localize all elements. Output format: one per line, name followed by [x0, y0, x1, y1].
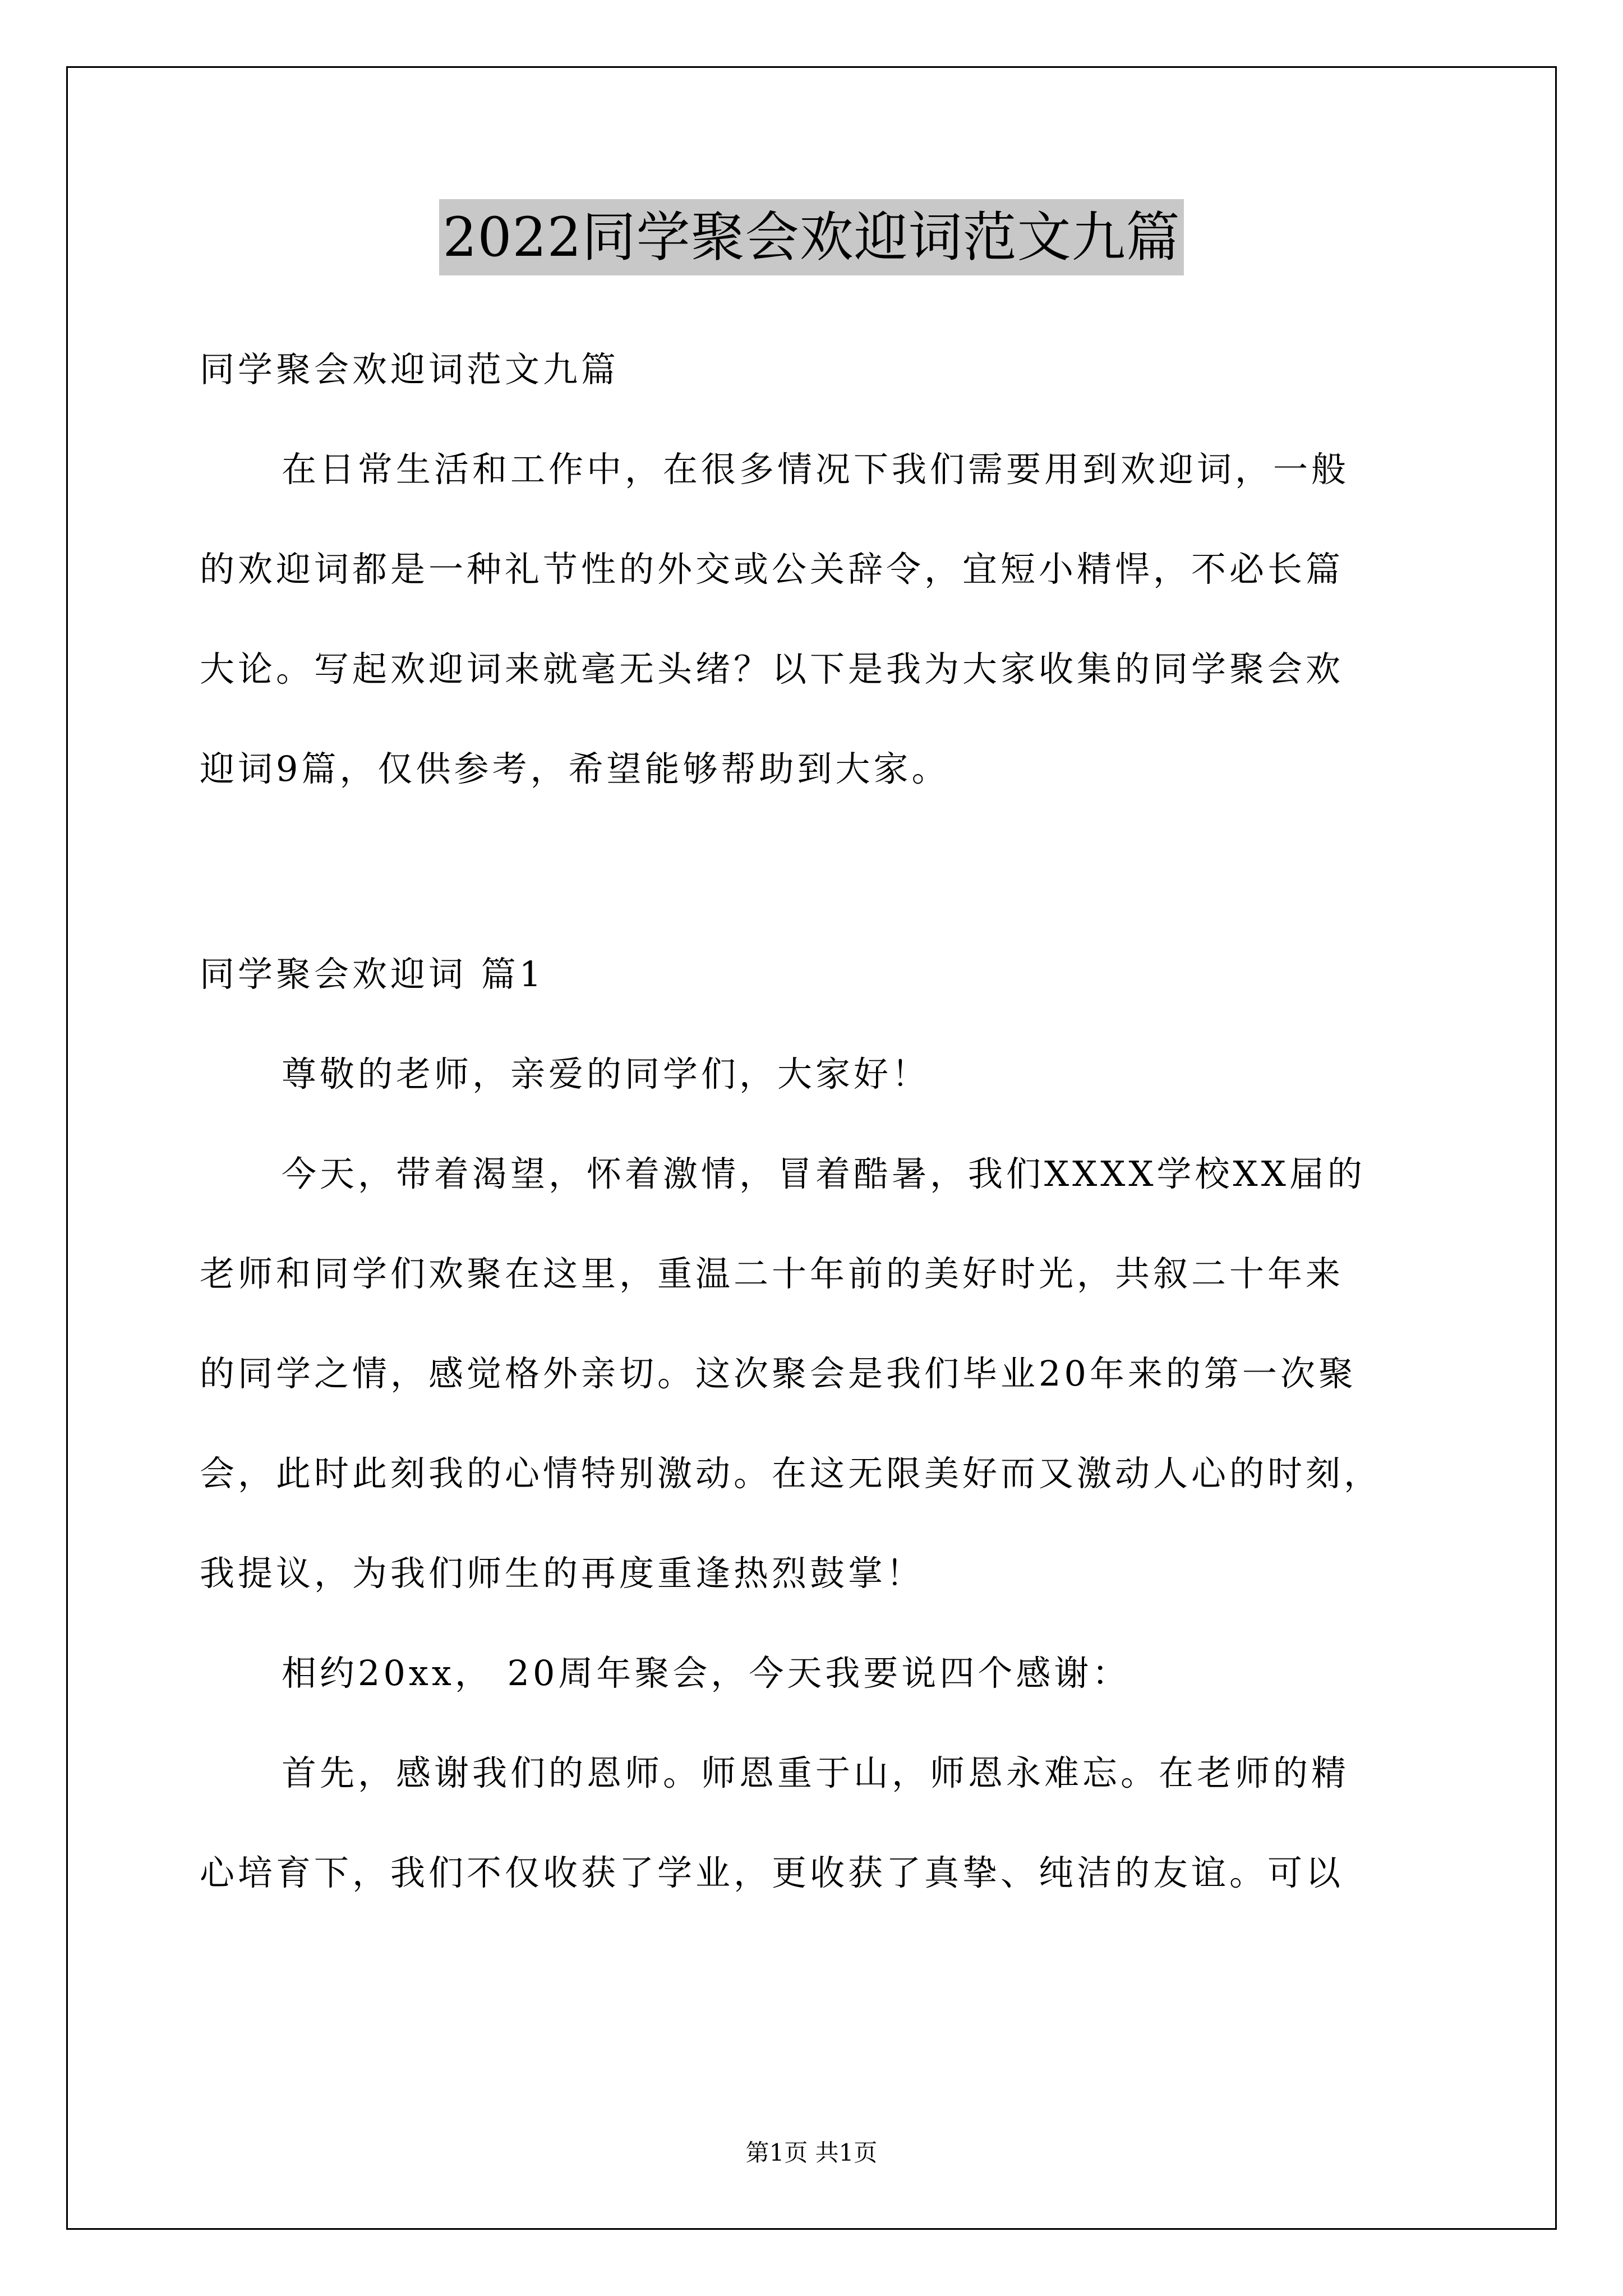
para1-line-2: 老师和同学们欢聚在这里，重温二十年前的美好时光，共叙二十年来 [200, 1253, 1344, 1294]
intro-line-1: 在日常生活和工作中，在很多情况下我们需要用到欢迎词，一般 [282, 449, 1350, 490]
para2-line-1: 相约20xx， 20周年聚会，今天我要说四个感谢： [282, 1653, 1131, 1694]
para1-line-1: 今天，带着渴望，怀着激情，冒着酷暑，我们XXXX学校XX届的 [282, 1153, 1366, 1194]
intro-line-3: 大论。写起欢迎词来就毫无头绪？以下是我为大家收集的同学聚会欢 [200, 648, 1344, 689]
document-heading: 同学聚会欢迎词范文九篇 [200, 349, 620, 390]
para1-line-4: 会，此时此刻我的心情特别激动。在这无限美好而又激动人心的时刻， [200, 1453, 1382, 1494]
document-body [200, 320, 1428, 1923]
section-title: 同学聚会欢迎词 篇1 [200, 954, 545, 995]
para1-line-5: 我提议，为我们师生的再度重逢热烈鼓掌！ [200, 1553, 925, 1594]
intro-line-2: 的欢迎词都是一种礼节性的外交或公关辞令，宜短小精悍，不必长篇 [200, 549, 1344, 590]
paragraph-gap [200, 819, 1428, 924]
title-container [0, 199, 1623, 275]
document-title: 2022同学聚会欢迎词范文九篇 [439, 199, 1183, 275]
para3-line-1: 首先，感谢我们的恩师。师恩重于山，师恩永难忘。在老师的精 [282, 1752, 1350, 1793]
page-footer: 第1页 共1页 [745, 2139, 878, 2166]
para1-line-3: 的同学之情，感觉格外亲切。这次聚会是我们毕业20年来的第一次聚 [200, 1353, 1357, 1394]
salutation: 尊敬的老师，亲爱的同学们，大家好！ [282, 1053, 930, 1094]
para3-line-2: 心培育下，我们不仅收获了学业，更收获了真挚、纯洁的友谊。可以 [200, 1852, 1344, 1893]
intro-line-4: 迎词9篇，仅供参考，希望能够帮助到大家。 [200, 748, 950, 789]
